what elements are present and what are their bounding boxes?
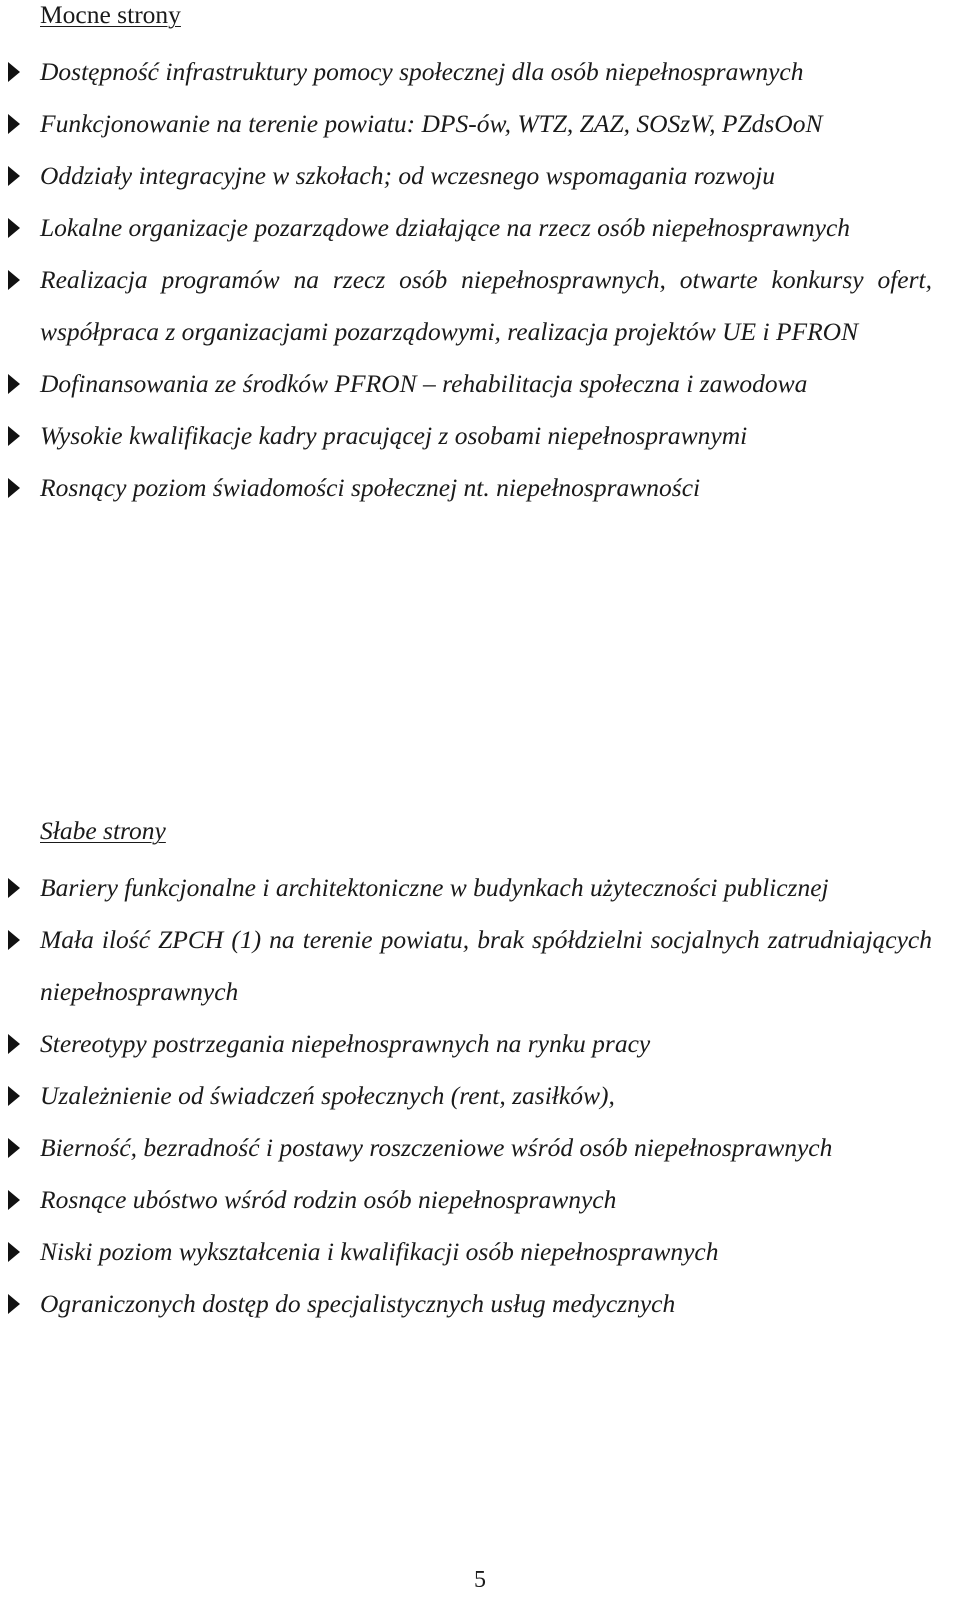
list-item xyxy=(0,358,932,410)
list-item xyxy=(0,862,932,914)
list-item-text: Niski poziom wykształcenia i kwalifikacji osób niepełnosprawnych xyxy=(40,1237,719,1266)
page-number: 5 xyxy=(474,1567,486,1593)
list-item xyxy=(0,150,932,202)
list-item-text: Rosnące ubóstwo wśród rodzin osób niepełnosprawnych xyxy=(40,1185,617,1214)
list-item-text: Realizacja programów na rzecz osób niepełnosprawnych, otwarte konkursy ofert, współpraca z organizacjami pozarządowymi, realizacja projektów UE i PFRON xyxy=(40,265,932,346)
list-item xyxy=(0,410,932,462)
list-item-text: Bariery funkcjonalne i architektoniczne w budynkach użyteczności publicznej xyxy=(40,873,829,902)
bullet-icon xyxy=(8,426,20,446)
list-item xyxy=(0,914,932,1018)
bullet-icon xyxy=(8,62,20,82)
bullet-icon xyxy=(8,878,20,898)
list-item-text: Wysokie kwalifikacje kadry pracującej z osobami niepełnosprawnymi xyxy=(40,421,748,450)
bullet-icon xyxy=(8,1034,20,1054)
list-item-text: Funkcjonowanie na terenie powiatu: DPS-ów, WTZ, ZAZ, SOSzW, PZdsOoN xyxy=(40,109,823,138)
weaknesses-list xyxy=(0,862,960,1330)
bullet-icon xyxy=(8,1294,20,1314)
list-item-text: Bierność, bezradność i postawy roszczeniowe wśród osób niepełnosprawnych xyxy=(40,1133,833,1162)
list-item xyxy=(0,202,932,254)
list-item xyxy=(0,46,932,98)
strengths-heading: Mocne strony xyxy=(40,0,181,29)
list-item-text: Mała ilość ZPCH (1) na terenie powiatu, brak spółdzielni socjalnych zatrudniających niepełnosprawnych xyxy=(40,925,932,1006)
bullet-icon xyxy=(8,166,20,186)
bullet-icon xyxy=(8,218,20,238)
list-item xyxy=(0,1122,932,1174)
list-item xyxy=(0,1070,932,1122)
bullet-icon xyxy=(8,1086,20,1106)
list-item xyxy=(0,1278,932,1330)
weaknesses-heading: Słabe strony xyxy=(40,816,166,845)
bullet-icon xyxy=(8,1190,20,1210)
list-item xyxy=(0,1018,932,1070)
bullet-icon xyxy=(8,478,20,498)
bullet-icon xyxy=(8,114,20,134)
list-item-text: Uzależnienie od świadczeń społecznych (rent, zasiłków), xyxy=(40,1081,615,1110)
bullet-icon xyxy=(8,1138,20,1158)
list-item-text: Stereotypy postrzegania niepełnosprawnych na rynku pracy xyxy=(40,1029,651,1058)
list-item-text: Rosnący poziom świadomości społecznej nt. niepełnosprawności xyxy=(40,473,701,502)
list-item-text: Oddziały integracyjne w szkołach; od wczesnego wspomagania rozwoju xyxy=(40,161,775,190)
bullet-icon xyxy=(8,1242,20,1262)
bullet-icon xyxy=(8,930,20,950)
list-item-text: Ograniczonych dostęp do specjalistycznych usług medycznych xyxy=(40,1289,676,1318)
list-item xyxy=(0,1226,932,1278)
list-item-text: Dofinansowania ze środków PFRON – rehabilitacja społeczna i zawodowa xyxy=(40,369,808,398)
list-item xyxy=(0,462,932,514)
bullet-icon xyxy=(8,270,20,290)
list-item xyxy=(0,1174,932,1226)
list-item xyxy=(0,98,932,150)
strengths-list xyxy=(0,46,960,514)
bullet-icon xyxy=(8,374,20,394)
list-item-text: Lokalne organizacje pozarządowe działające na rzecz osób niepełnosprawnych xyxy=(40,213,851,242)
list-item-text: Dostępność infrastruktury pomocy społecznej dla osób niepełnosprawnych xyxy=(40,57,804,86)
list-item xyxy=(0,254,932,358)
